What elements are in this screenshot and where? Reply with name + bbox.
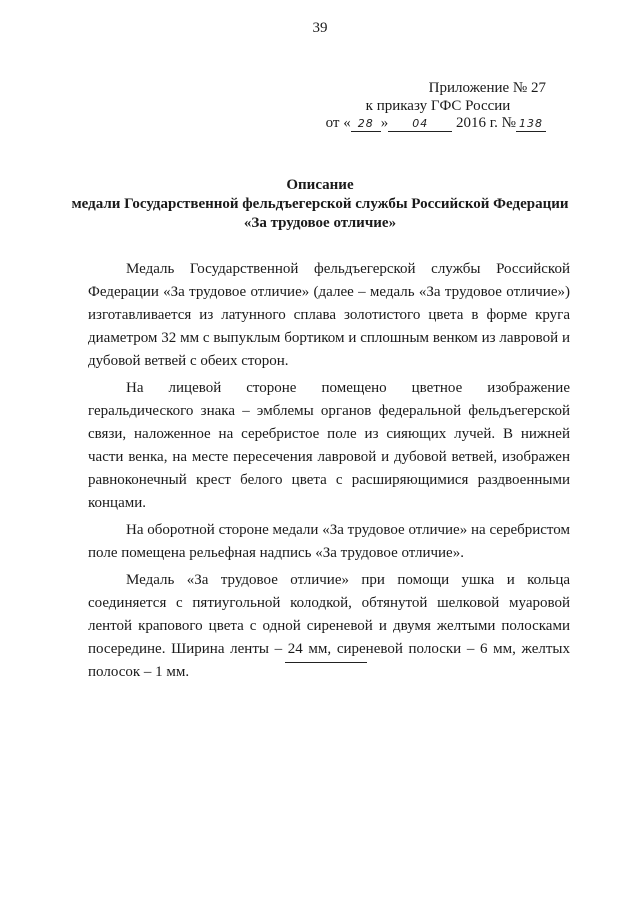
handwritten-month: 04 [388,117,452,132]
year-and-number-label: 2016 г. № [455,115,516,131]
handwritten-day: 28 [351,117,381,132]
title-line-3: «За трудовое отличие» [243,215,397,231]
page-number: 39 [312,20,328,36]
order-date-line [300,115,546,133]
paragraph-obverse: На лицевой стороне помещено цветное изображение геральдического знака – эмблемы органов федеральной фельдъегерской связи, наложенное на серебристое поле из сияющих лучей. В нижней части венка, на месте пересечения лавровой и дубовой ветвей, изображен равноконечный крест белого цвета с расширяющимися раздвоенными концами. [88,380,570,511]
title-line-1: Описание [286,177,354,193]
handwritten-order-number: 138 [516,117,546,132]
closing-divider [285,662,367,663]
document-body [88,258,570,688]
paragraph-reverse: На оборотной стороне медали «За трудовое отличие» на серебристом поле помещена рельефная надпись «За трудовое отличие». [88,522,570,561]
appendix-header [300,80,546,133]
title-line-2: медали Государственной фельдъегерской службы Российской Федерации [71,196,569,212]
paragraph-ribbon: Медаль «За трудовое отличие» при помощи ушка и кольца соединяется с пятиугольной колодкой, обтянутой шелковой муаровой лентой крапового цвета с одной сиреневой и двумя желтыми полосками посередине. Ширина ленты – 24 мм, сиреневой полоски – 6 мм, желтых полосок – 1 мм. [88,572,570,680]
date-day-close: » [380,115,389,131]
document-title [0,176,640,233]
order-reference: к приказу ГФС России [365,97,511,114]
paragraph-description: Медаль Государственной фельдъегерской службы Российской Федерации «За трудовое отличие» (далее – медаль «За трудовое отличие») изготавливается из латунного сплава золотистого цвета в форме круга диаметром 32 мм с выпуклым бортиком и сплошным венком из лавровой и дубовой ветвей с обеих сторон. [88,261,570,369]
date-prefix: от « [325,115,351,131]
appendix-number: Приложение № 27 [428,80,546,96]
